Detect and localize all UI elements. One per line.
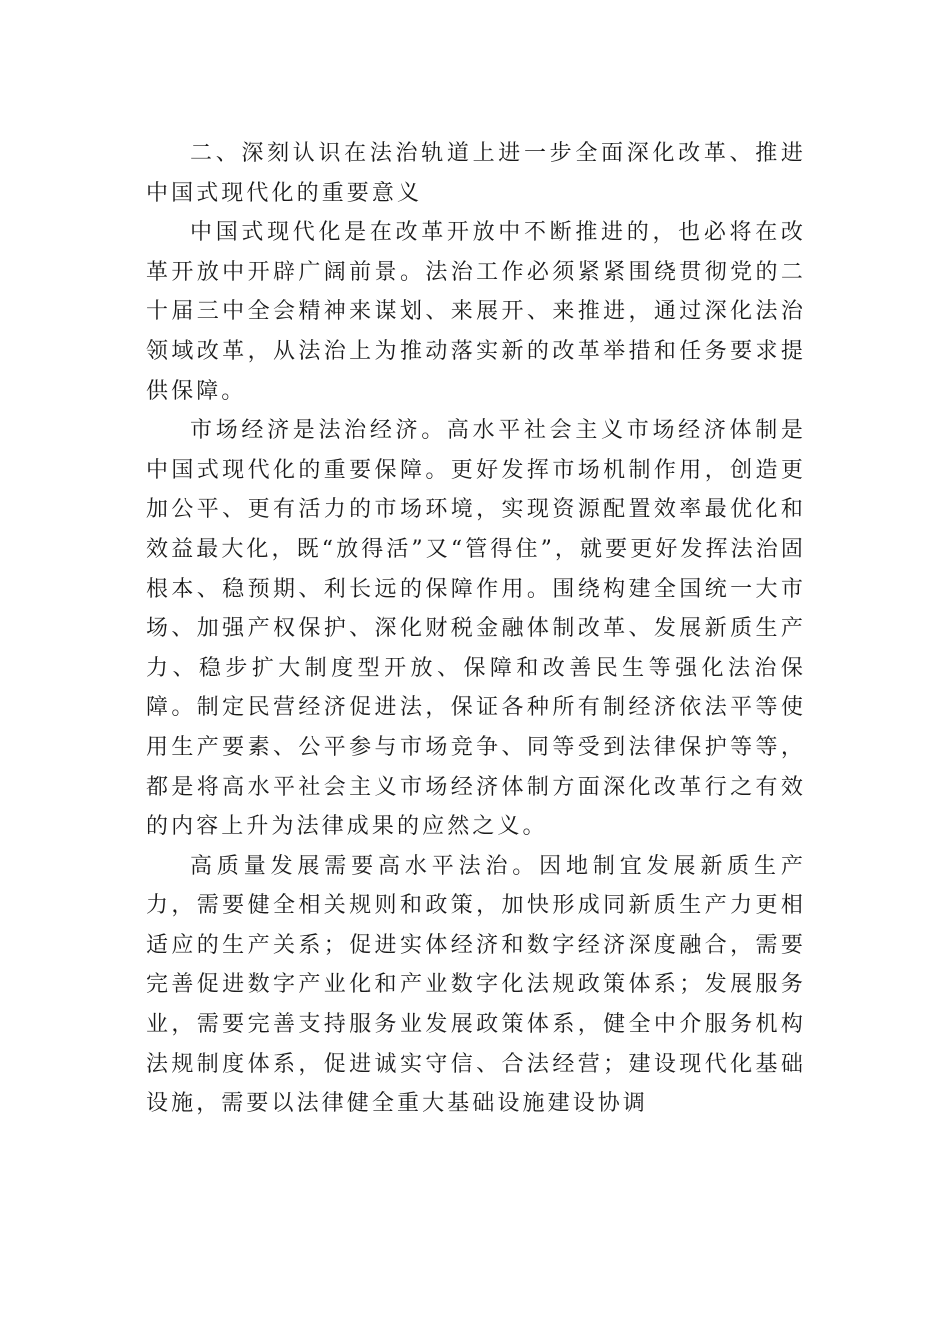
document-body — [146, 134, 806, 1124]
paragraph: 高质量发展需要高水平法治。因地制宜发展新质生产力，需要健全相关规则和政策，加快形成同新质生产力更相适应的生产关系；促进实体经济和数字经济深度融合，需要完善促进数字产业化和产业数字化法规政策体系；发展服务业，需要完善支持服务业发展政策体系，健全中介服务机构法规制度体系，促进诚实守信、合法经营；建设现代化基础设施，需要以法律健全重大基础设施建设协调 — [146, 853, 806, 1117]
paragraph: 市场经济是法治经济。高水平社会主义市场经济体制是中国式现代化的重要保障。更好发挥市场机制作用，创造更加公平、更有活力的市场环境，实现资源配置效率最优化和效益最大化，既“放得活”又“管得住”，就要更好发挥法治固根本、稳预期、利长远的保障作用。围绕构建全国统一大市场、加强产权保护、深化财税金融体制改革、发展新质生产力、稳步扩大制度型开放、保障和改善民生等强化法治保障。制定民营经济促进法，保证各种所有制经济依法平等使用生产要素、公平参与市场竞争、同等受到法律保护等等，都是将高水平社会主义市场经济体制方面深化改革行之有效的内容上升为法律成果的应然之义。 — [146, 418, 806, 840]
section-heading: 二、深刻认识在法治轨道上进一步全面深化改革、推进中国式现代化的重要意义 — [146, 141, 806, 206]
paragraph: 中国式现代化是在改革开放中不断推进的，也必将在改革开放中开辟广阔前景。法治工作必须紧紧围绕贯彻党的二十届三中全会精神来谋划、来展开、来推进，通过深化法治领域改革，从法治上为推动落实新的改革举措和任务要求提供保障。 — [146, 220, 806, 404]
